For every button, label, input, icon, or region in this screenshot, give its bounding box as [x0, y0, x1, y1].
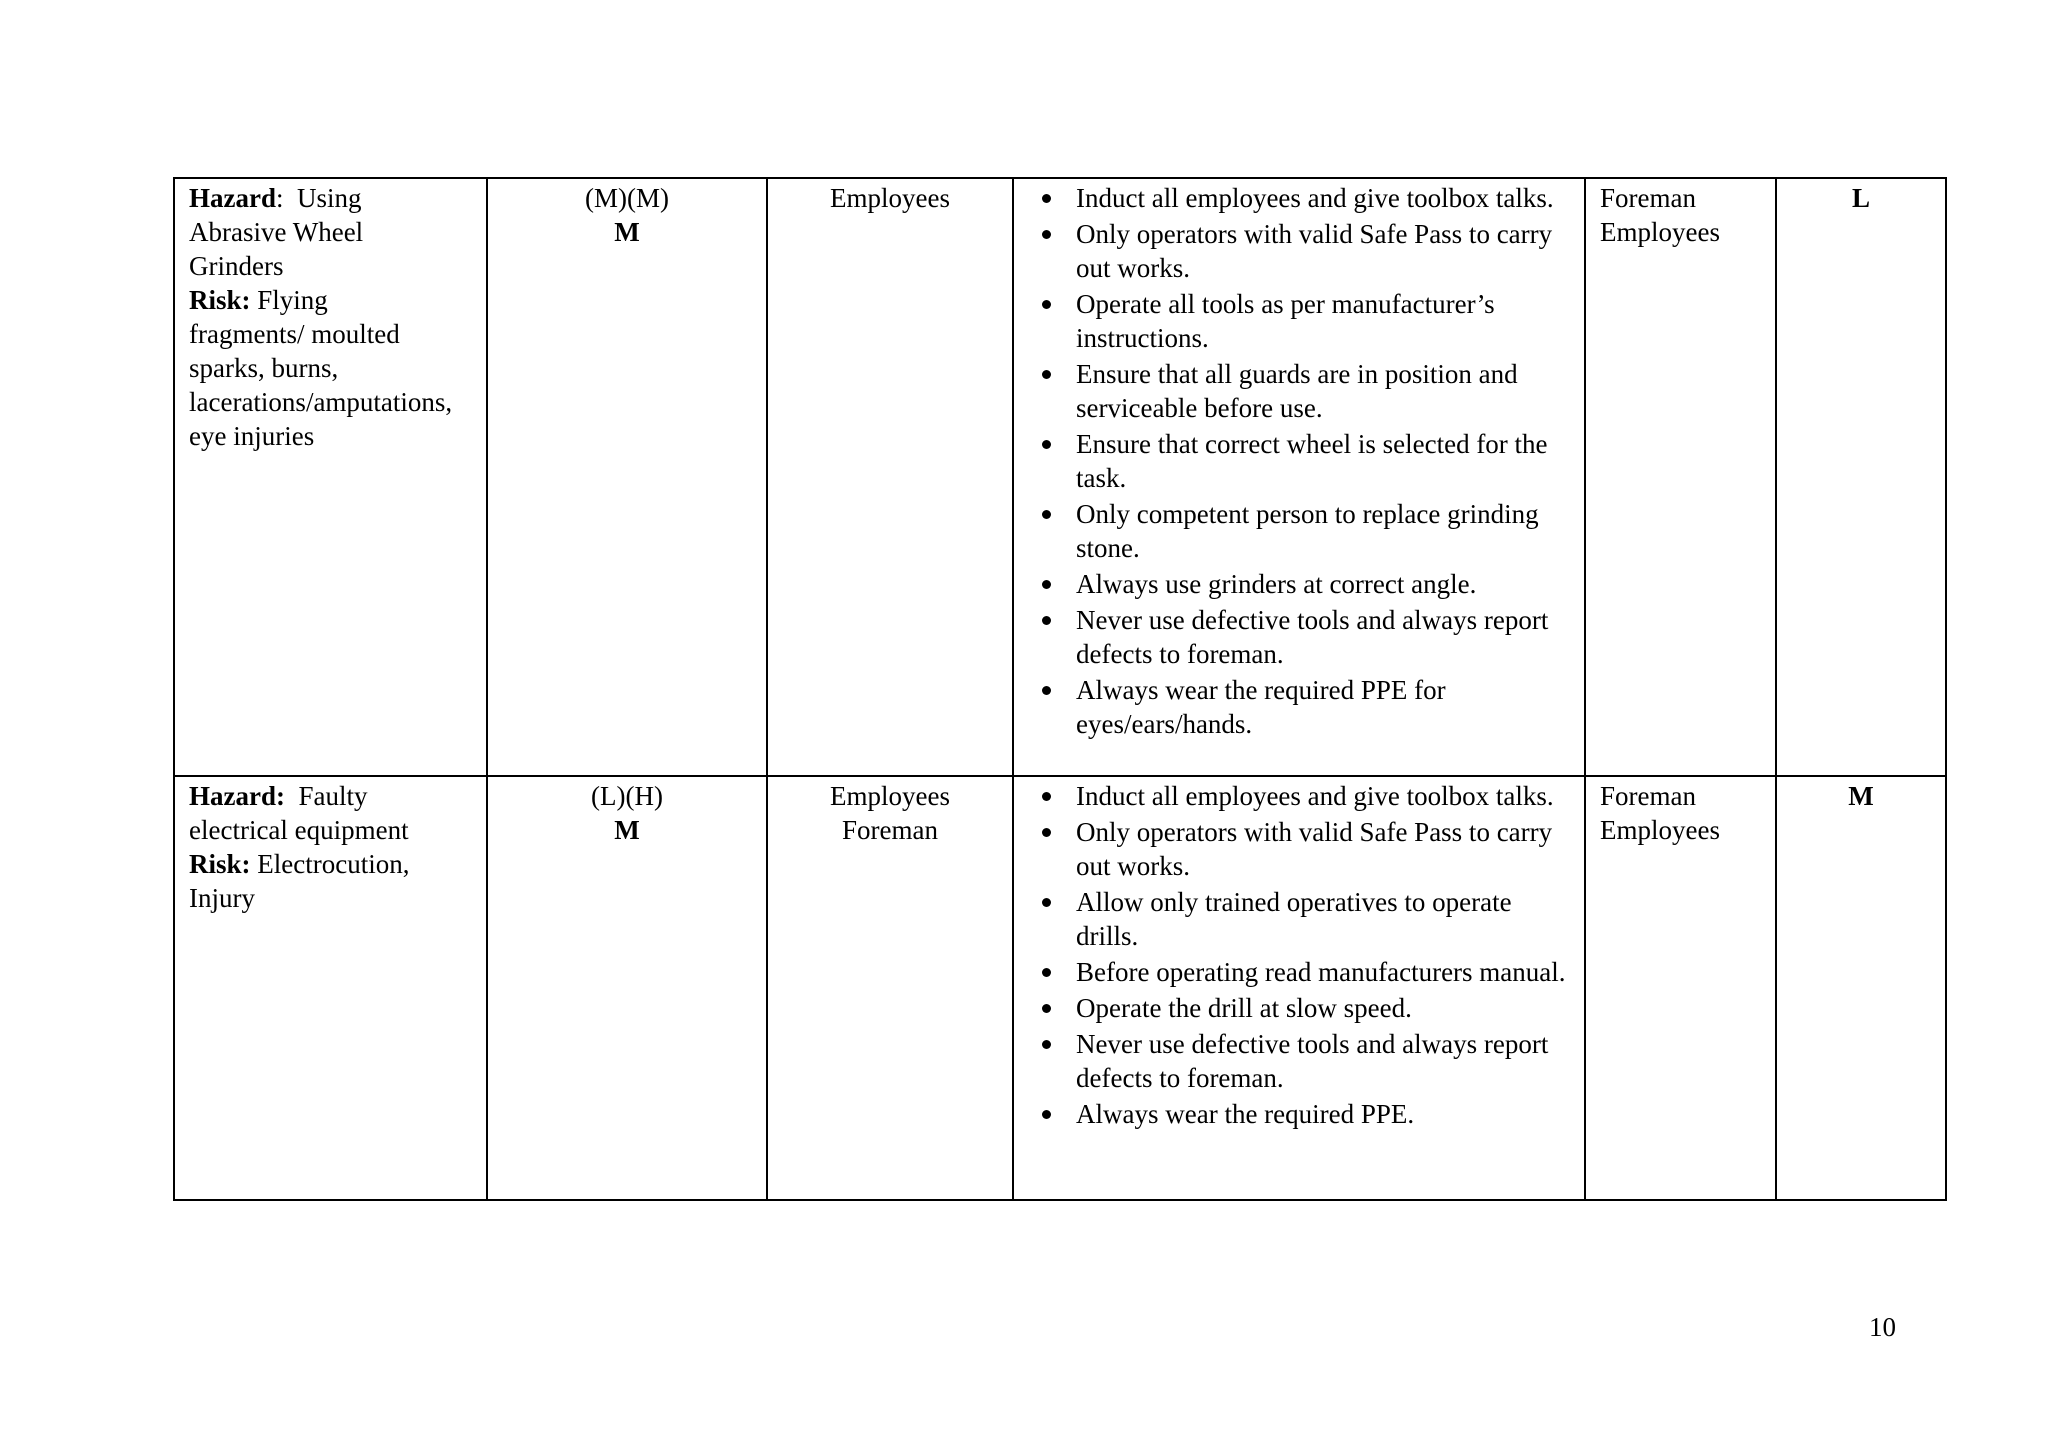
- list-item: Operate all tools as per manufacturer’s instructions.: [1076, 287, 1570, 355]
- risk-rating-cell: [487, 178, 767, 776]
- risk-text-line: lacerations/amputations,: [189, 387, 453, 417]
- hazard-text-line: electrical equipment: [189, 815, 409, 845]
- list-item: Only operators with valid Safe Pass to carry out works.: [1076, 217, 1570, 285]
- persons-at-risk-cell: [767, 178, 1013, 776]
- residual-risk-cell: [1776, 776, 1946, 1200]
- responsible-person: Foreman: [1600, 183, 1696, 213]
- rating-breakdown: (L)(H): [591, 781, 663, 811]
- risk-text-line: eye injuries: [189, 421, 315, 451]
- rating-overall: M: [614, 815, 640, 845]
- risk-text-line: fragments/ moulted: [189, 319, 400, 349]
- responsible-person: Employees: [1600, 217, 1720, 247]
- rating-breakdown: (M)(M): [585, 183, 669, 213]
- list-item: Before operating read manufacturers manual.: [1076, 955, 1570, 989]
- list-item: Allow only trained operatives to operate drills.: [1076, 885, 1570, 953]
- list-item: Never use defective tools and always report defects to foreman.: [1076, 603, 1570, 671]
- hazard-text-line: Abrasive Wheel: [189, 217, 364, 247]
- risk-label: Risk:: [189, 849, 251, 879]
- list-item: Never use defective tools and always report defects to foreman.: [1076, 1027, 1570, 1095]
- hazard-text-line: Faulty: [298, 781, 368, 811]
- risk-label: Risk:: [189, 285, 251, 315]
- list-item: Only operators with valid Safe Pass to carry out works.: [1076, 815, 1570, 883]
- list-item: Ensure that all guards are in position and serviceable before use.: [1076, 357, 1570, 425]
- list-item: Operate the drill at slow speed.: [1076, 991, 1570, 1025]
- person-at-risk: Employees: [830, 183, 950, 213]
- risk-text-line: sparks, burns,: [189, 353, 339, 383]
- rating-overall: M: [614, 217, 640, 247]
- control-measures-cell: [1013, 178, 1585, 776]
- hazard-text-line: Using: [297, 183, 362, 213]
- persons-at-risk-cell: [767, 776, 1013, 1200]
- hazard-separator: :: [276, 183, 284, 213]
- list-item: Always wear the required PPE for eyes/ears/hands.: [1076, 673, 1570, 741]
- list-item: Always use grinders at correct angle.: [1076, 567, 1570, 601]
- risk-text-line: Injury: [189, 883, 255, 913]
- responsible-cell: [1585, 776, 1776, 1200]
- hazard-label: Hazard:: [189, 781, 285, 811]
- control-measures-list: [1028, 779, 1570, 1131]
- residual-risk-value: L: [1851, 183, 1870, 213]
- risk-text-line: Flying: [257, 285, 328, 315]
- residual-risk-value: M: [1848, 781, 1874, 811]
- person-at-risk: Foreman: [842, 815, 938, 845]
- person-at-risk: Employees: [830, 781, 950, 811]
- hazard-label: Hazard: [189, 183, 276, 213]
- hazard-cell: [174, 178, 487, 776]
- page-number: 10: [1869, 1312, 1896, 1342]
- hazard-cell: [174, 776, 487, 1200]
- responsible-person: Foreman: [1600, 781, 1696, 811]
- control-measures-list: [1028, 181, 1570, 741]
- list-item: Only competent person to replace grinding stone.: [1076, 497, 1570, 565]
- list-item: Induct all employees and give toolbox talks.: [1076, 181, 1570, 215]
- table-row: [174, 178, 1946, 776]
- responsible-cell: [1585, 178, 1776, 776]
- risk-rating-cell: [487, 776, 767, 1200]
- table-row: [174, 776, 1946, 1200]
- hazard-text-line: Grinders: [189, 251, 284, 281]
- risk-text-line: Electrocution,: [257, 849, 410, 879]
- risk-assessment-table: [173, 177, 1947, 1201]
- list-item: Induct all employees and give toolbox talks.: [1076, 779, 1570, 813]
- residual-risk-cell: [1776, 178, 1946, 776]
- responsible-person: Employees: [1600, 815, 1720, 845]
- control-measures-cell: [1013, 776, 1585, 1200]
- list-item: Ensure that correct wheel is selected for the task.: [1076, 427, 1570, 495]
- list-item: Always wear the required PPE.: [1076, 1097, 1570, 1131]
